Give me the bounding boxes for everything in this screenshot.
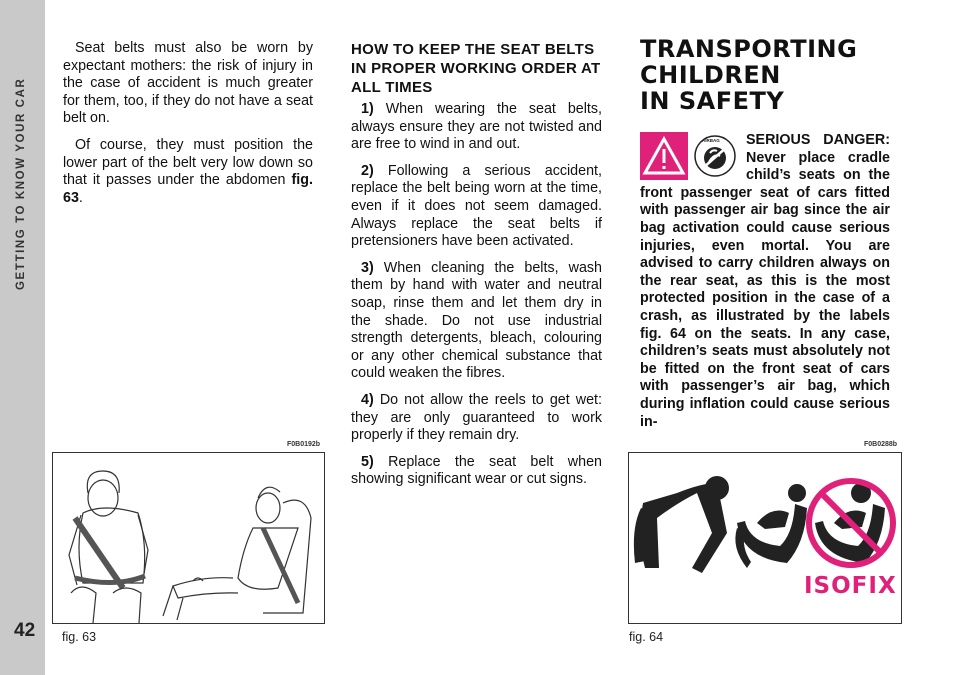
item-text: When cleaning the belts, wash them by hand with water and neutral soap, rinse them and let them dry in the shade. Do not use industrial strength detergents, bleach, colouring or any other chemical substance that could weaken the fibres. (351, 259, 602, 382)
section-heading: HOW TO KEEP THE SEAT BELTS IN PROPER WORKING ORDER AT ALL TIMES (351, 41, 601, 96)
item-text: Following a serious accident, replace the belt being worn at the time, even if it does not seem damaged. Always replace the seat belts if pretensioners have been activated. (351, 162, 602, 250)
page-number: 42 (14, 620, 36, 641)
column-1 (63, 40, 313, 216)
item-number: 3) (361, 259, 374, 276)
danger-text: SERIOUS DANGER: Never place cradle child’s seats on the front passenger seat of cars fitted with passenger air bag since the air bag activation could cause serious injuries, even mortal. You are advised to carry children always on the rear seat, as this is the most protected position in the case of a crash, as illustrated by the labels fig. 64 on the seats. In any case, children’s seats must absolutely not be fitted on the front seat of cars with passenger’s air bag, which during inflation could cause serious in- (640, 132, 890, 430)
section-title-text: GETTING TO KNOW YOUR CAR (15, 77, 27, 290)
fig-63-code: F0B0192b (287, 441, 321, 448)
title-line-2: CHILDREN (640, 61, 781, 89)
figure-63 (52, 452, 325, 624)
isofix-label: ISOFIX (804, 573, 897, 599)
list-item (351, 163, 602, 251)
item-number: 5) (361, 453, 374, 470)
paragraph-end: . (78, 189, 83, 206)
list-item (351, 260, 602, 383)
column-2 (351, 40, 602, 498)
airbag-label: AIRBAG (702, 138, 720, 143)
item-number: 2) (361, 162, 374, 179)
list-item (351, 454, 602, 489)
sidebar (0, 0, 45, 675)
item-text: Replace the seat belt when showing significant wear or cut signs. (351, 453, 602, 488)
item-text: Do not allow the reels to get wet: they are only guaranteed to work properly if they remain dry. (351, 391, 602, 444)
fig-64-caption: fig. 64 (629, 630, 664, 644)
fig-63-caption: fig. 63 (62, 630, 97, 644)
section-title (13, 38, 33, 298)
list-item (351, 101, 602, 154)
pregnant-woman-seatbelt-illustration (53, 453, 324, 623)
fig-64-code: F0B0288b (864, 441, 898, 448)
title-line-1: TRANSPORTING (640, 35, 858, 63)
paragraph-belt-position-text: Of course, they must position the lower part of the belt very low down so that it passes under the abdomen (63, 136, 313, 189)
figure-64 (628, 452, 902, 624)
warning-icons (640, 132, 740, 182)
list-item (351, 392, 602, 445)
item-number: 4) (361, 391, 374, 408)
warning-triangle-icon (640, 132, 740, 182)
paragraph-expectant-mothers: Seat belts must also be worn by expectant mothers: the risk of injury in the case of accident is much greater for them, too, if they do not have a seat belt on. (63, 40, 313, 127)
fig-63-reference: fig. 63 (63, 172, 313, 206)
title-line-3: IN SAFETY (640, 87, 785, 115)
page-title (640, 36, 890, 114)
item-text: When wearing the seat belts, always ensure they are not twisted and are free to wind in and out. (351, 101, 602, 153)
column-3 (640, 36, 890, 431)
danger-warning (640, 132, 890, 431)
paragraph-belt-position (63, 137, 313, 207)
item-number: 1) (361, 101, 374, 117)
